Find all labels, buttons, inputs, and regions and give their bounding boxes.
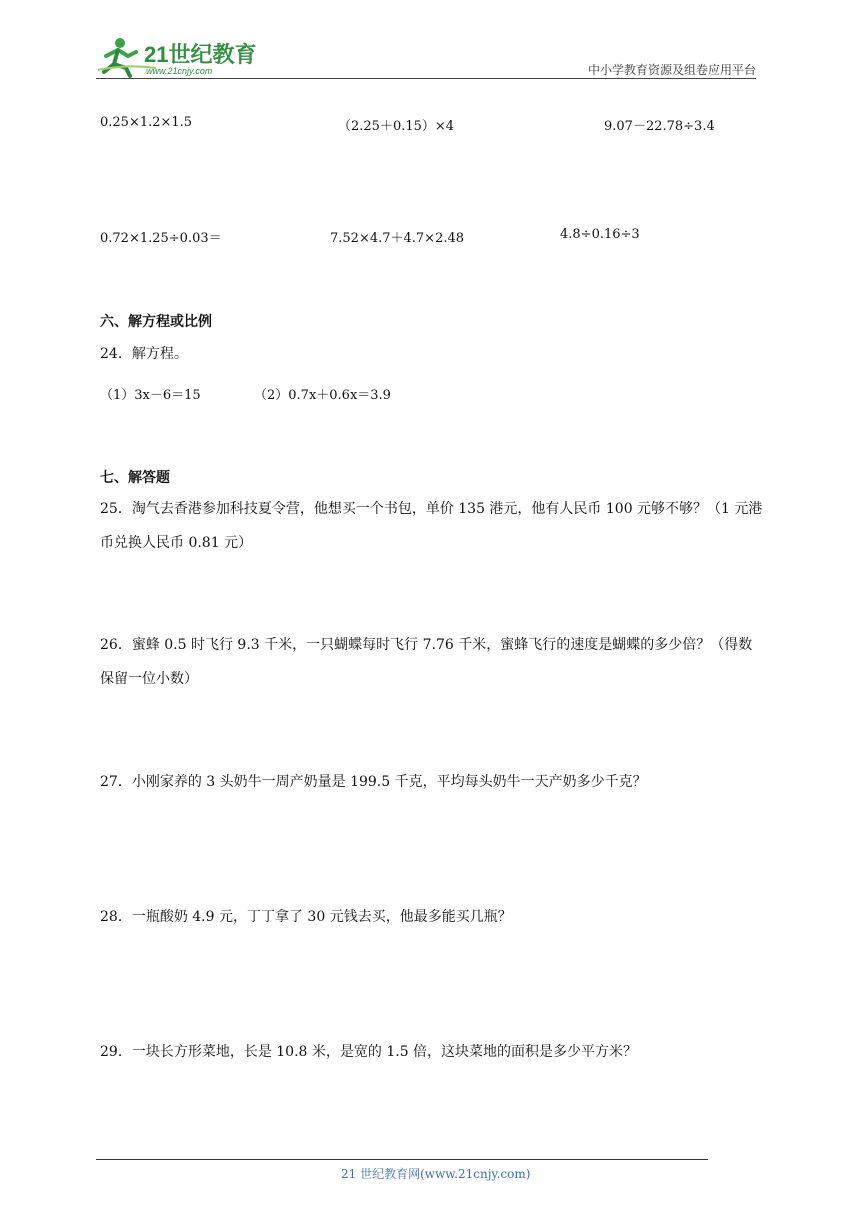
logo-text: 21世纪教育 (144, 42, 257, 67)
site-title: 中小学教育资源及组卷应用平台 (587, 63, 756, 77)
site-logo (96, 34, 266, 80)
calc-expression: 9.07－22.78÷3.4 (604, 119, 715, 134)
question-29: 29．一块长方形菜地，长是 10.8 米，是宽的 1.5 倍，这块菜地的面积是多少平方米？ (100, 1044, 638, 1060)
calc-expression: 0.25×1.2×1.5 (100, 115, 193, 130)
question-24: 24．解方程。 (100, 346, 188, 362)
runner-logo-icon (96, 34, 266, 80)
footer-divider (96, 1159, 708, 1160)
calc-expression: （2.25＋0.15）×4 (338, 119, 455, 134)
section-title: 七、解答题 (100, 470, 170, 486)
footer-link[interactable]: 21 世纪教育网(www.21cnjy.com) (341, 1167, 531, 1181)
calc-expression: 0.72×1.25÷0.03＝ (100, 231, 222, 246)
question-28: 28．一瓶酸奶 4.9 元，丁丁拿了 30 元钱去买，他最多能买几瓶？ (100, 909, 512, 925)
question-25: 25．淘气去香港参加科技夏令营，他想买一个书包，单价 135 港元，他有人民币 100 元够不够？（1 元港币兑换人民币 0.81 元） (100, 501, 763, 551)
equation-1: （1）3x－6＝15 (100, 388, 201, 403)
calc-expression: 7.52×4.7＋4.7×2.48 (330, 231, 465, 246)
question-26: 26．蜜蜂 0.5 时飞行 9.3 千米，一只蝴蝶每时飞行 7.76 千米，蜜蜂飞行的速度是蝴蝶的多少倍？（得数保留一位小数） (100, 637, 753, 687)
logo-url: www.21cnjy.com (146, 66, 213, 76)
header-divider (96, 78, 756, 79)
section-title: 六、解方程或比例 (100, 314, 212, 330)
calc-expression: 4.8÷0.16÷3 (560, 227, 640, 242)
equation-2: （2）0.7x＋0.6x＝3.9 (254, 388, 391, 403)
question-27: 27．小刚家养的 3 头奶牛一周产奶量是 199.5 千克，平均每头奶牛一天产奶多少千克？ (100, 774, 647, 790)
